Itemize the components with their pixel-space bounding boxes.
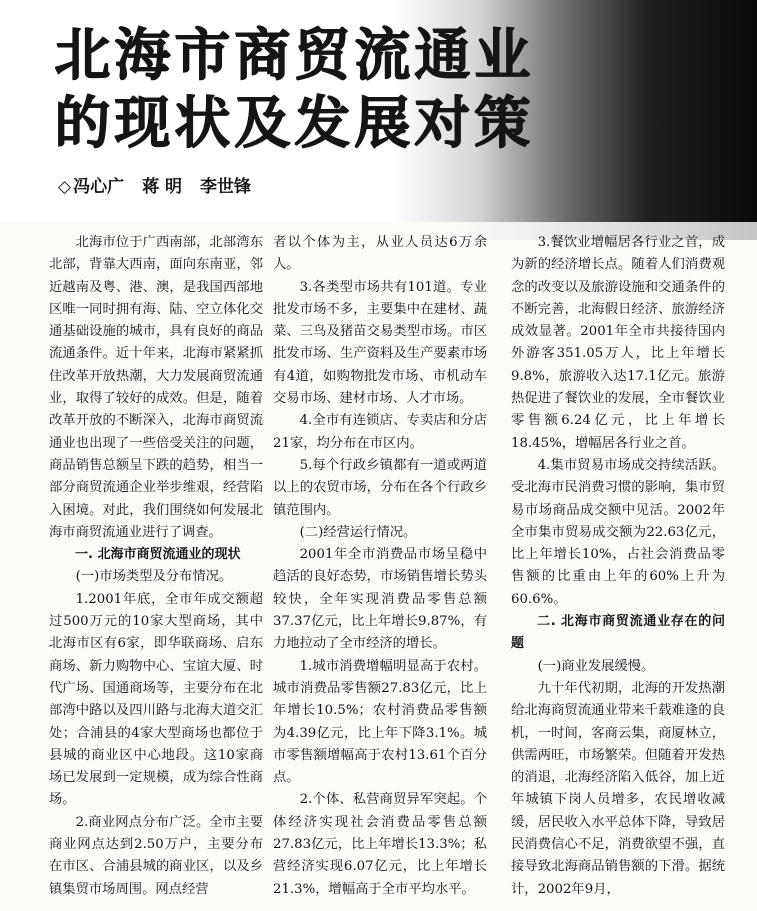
section-heading: 二. 北海市商贸流通业存在的问题 (511, 614, 725, 652)
paragraph: 5.每个行政乡镇都有一道或两道以上的农贸市场，分布在各个行政乡镇范围内。 (273, 457, 487, 518)
text-column-2 (273, 232, 487, 901)
paragraph: 2.商业网点分布广泛。全市主要商业网点达到2.50万户，主要分布在市区、合浦县城的商业区，以及乡镇集贸市场周围。网点经营 (49, 814, 263, 897)
paragraph-continuation: 者以个体为主，从业人员达6万余人。 (273, 235, 487, 273)
article-title-line-2: 的现状及发展对策 (54, 91, 534, 156)
paragraph: 九十年代初期，北海的开发热潮给北海商贸流通业带来千载难逢的良机，一时间，客商云集，商厦林立，供需两旺，市场繁荣。但随着开发热的消退，北海经济陷入低谷，加上近年城镇下岗人员增多，农民增收减缓，居民收入水平总体下降，导致居民消费信心不足，消费欲望不强，直接导致北海商品销售额的下滑。据统计，2002年9月， (511, 680, 725, 897)
paragraph: 2.个体、私营商贸异军突起。个体经济实现社会消费品零售总额27.83亿元，比上年增长13.3%；私营经济实现6.07亿元，比上年增长21.3%，增幅高于全市平均水平。 (273, 792, 487, 897)
paragraph: 1.城市消费增幅明显高于农村。城市消费品零售额27.83亿元，比上年增长10.5%；农村消费品零售额为4.39亿元，比上年下降3.1%。城市零售额增幅高于农村13.61个百分点。 (273, 658, 487, 786)
section-heading: 一. 北海市商贸流通业的现状 (75, 547, 241, 563)
article-authors (58, 172, 251, 197)
author-name: 蒋 明 (142, 177, 182, 197)
paragraph: 3.餐饮业增幅居各行业之首，成为新的经济增长点。随着人们消费观念的改变以及旅游设施和交通条件的不断完善，北海假日经济、旅游经济成效显著。2001年全市共接待国内外游客351.05万人，比上年增长9.8%，旅游收入达17.1亿元。旅游热促进了餐饮业的发展，全市餐饮业零售额6.24亿元，比上年增长18.45%，增幅居各行业之首。 (511, 235, 725, 451)
author-name: 冯心广 (73, 177, 125, 197)
paragraph: (二)经营运行情况。 (299, 524, 417, 540)
paragraph: 2001年全市消费品市场呈稳中趋活的良好态势，市场销售增长势头较快，全年实现消费品零售总额37.37亿元，比上年增长9.87%，有力地拉动了全市经济的增长。 (273, 547, 487, 652)
paragraph: 3.各类型市场共有101道。专业批发市场不多，主要集中在建材、蔬菜、三鸟及猪苗交易类型市场。市区批发市场、生产资料及生产要素市场有4道，如购物批发市场、市机动车交易市场、建材市场、人才市场。 (273, 279, 487, 407)
paragraph: (一)商业发展缓慢。 (537, 658, 655, 674)
text-column-1 (49, 232, 263, 901)
paragraph: 1.2001年底，全市年成交额超过500万元的10家大型商场，其中北海市区有6家，即华联商场、启东商场、新力购物中心、宝谊大厦、时代广场、国通商场等，主要分布在北部湾中路以及四川路与北海大道交汇处；合浦县的4家大型商场也都位于县城的商业区中心地段。这10家商场已发展到一定规模，成为综合性商场。 (49, 591, 263, 808)
diamond-icon: ◇ (58, 177, 72, 197)
paragraph: 北海市位于广西南部，北部湾东北部，背靠大西南，面向东南亚，邻近越南及粤、港、澳，是我国西部地区唯一同时拥有海、陆、空立体化交通基础设施的城市，具有良好的商品流通条件。近十年来，北海市紧紧抓住改革开放热潮，大力发展商贸流通业，取得了较好的成效。但是，随着改革开放的不断深入，北海市商贸流通业也出现了一些倍受关注的问题，商品销售总额呈下跌的趋势，相当一部分商贸流通企业举步维艰，经营陷入困境。对此，我们围绕如何发展北海市商贸流通业进行了调查。 (49, 235, 263, 540)
article-title-line-1: 北海市商贸流通业 (54, 23, 534, 88)
paragraph: 4.全市有连锁店、专卖店和分店21家，均分布在市区内。 (273, 413, 487, 451)
paragraph: 4.集市贸易市场成交持续活跃。受北海市民消费习惯的影响，集市贸易市场商品成交额中见活。2002年全市集市贸易成交额为22.63亿元，比上年增长10%，占社会消费品零售额的比重由上年的60%上升为60.6%。 (511, 457, 725, 607)
author-name: 李世锋 (200, 177, 251, 197)
paragraph: (一)市场类型及分布情况。 (75, 569, 233, 585)
text-column-3 (511, 232, 725, 901)
